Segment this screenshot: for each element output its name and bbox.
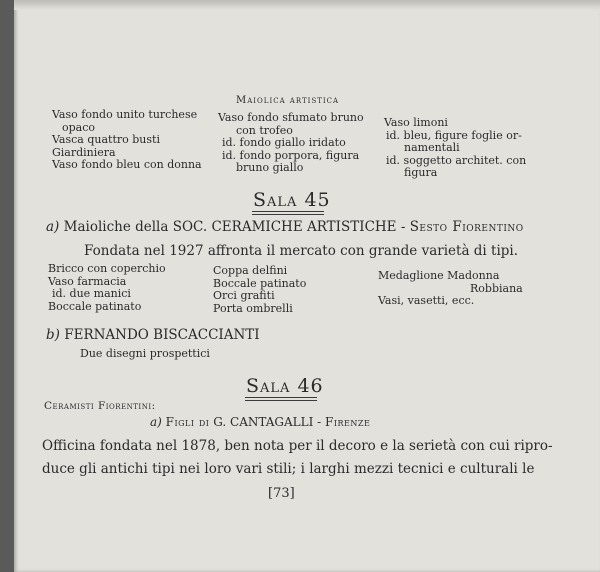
list-item: Porta ombrelli: [213, 301, 293, 315]
list-item: id. due manici: [52, 287, 131, 300]
sala-45-founded: Fondata nel 1927 affronta il mercato con grande varietà di tipi.: [84, 243, 519, 259]
list-item: id. fondo giallo iridato: [222, 136, 346, 149]
item-marker: a): [46, 219, 60, 235]
list-item: Orci grafiti: [213, 289, 275, 302]
item-marker: a): [150, 415, 162, 429]
sala-45-item-a: [46, 219, 524, 235]
item-b-text: FERNANDO BISCACCIANTI: [64, 327, 260, 343]
list-item: Boccale patinato: [213, 276, 307, 290]
sala-46-rule-2: [245, 400, 317, 401]
sala-45-col1: [48, 263, 166, 313]
list-item: Medaglione Madonna: [378, 269, 500, 282]
sala-46-title: Sala 46: [246, 375, 324, 397]
sala-46-item-a: [150, 415, 370, 429]
item-a-name: G. CANTAGALLI -: [213, 415, 322, 429]
list-item: namentali: [404, 141, 460, 154]
list-item: opaco: [62, 120, 96, 134]
list-item: Vaso fondo unito turchese: [52, 108, 198, 121]
ceramisti-heading: Ceramisti Fiorentini:: [44, 400, 156, 412]
sala-46-para-line-1: Officina fondata nel 1878, ben nota per il decoro e la serietà con cui ripro-: [42, 438, 553, 454]
item-a-text: Maioliche della SOC. CERAMICHE ARTISTICHE -: [63, 219, 406, 235]
list-item: Vasi, vasetti, ecc.: [378, 294, 475, 307]
sala-46-para-line-2: duce gli antichi tipi nei loro vari stili; i larghi mezzi tecnici e culturali le: [42, 461, 535, 477]
list-item: Vaso fondo sfumato bruno: [218, 111, 364, 124]
list-item: Vasca quattro busti: [52, 133, 160, 146]
list-item: Robbiana: [470, 281, 523, 295]
list-item: Boccale patinato: [48, 299, 142, 313]
maiolica-heading: Maiolica artistica: [236, 95, 340, 106]
list-item: Vaso farmacia: [48, 274, 127, 288]
page-number: [73]: [268, 486, 295, 501]
item-a-sc: Figli di: [165, 415, 210, 429]
list-item: figura: [404, 166, 438, 179]
sala-45-b-sub: Due disegni prospettici: [80, 347, 210, 360]
list-item: id. soggetto architet. con: [386, 153, 527, 167]
sala-45-rule-2: [252, 214, 324, 215]
list-item: Vaso fondo bleu con donna: [52, 158, 202, 171]
sala-45-col2: [213, 265, 306, 315]
maiolica-col2: [218, 112, 364, 175]
list-item: Vaso limoni: [384, 116, 448, 129]
list-item: Giardiniera: [52, 145, 116, 159]
list-item: id. bleu, figure foglie or-: [386, 128, 522, 142]
list-item: bruno giallo: [236, 161, 304, 174]
list-item: con trofeo: [236, 123, 293, 137]
list-item: Coppa delfini: [213, 264, 288, 277]
item-marker: b): [46, 327, 60, 343]
page-top-shade: [14, 0, 600, 10]
sala-45-rule-1: [252, 211, 324, 212]
maiolica-col1: [52, 109, 202, 172]
item-a-place: Sesto Fiorentino: [409, 219, 524, 235]
sala-46-rule-1: [245, 397, 317, 398]
list-item: id. fondo porpora, figura: [222, 148, 360, 162]
maiolica-col3: [384, 117, 526, 180]
list-item: Bricco con coperchio: [48, 262, 166, 275]
sala-45-item-b: [46, 327, 260, 343]
sala-45-col3: [378, 270, 523, 308]
item-a-place: Firenze: [325, 415, 371, 429]
sala-45-title: Sala 45: [253, 189, 331, 211]
